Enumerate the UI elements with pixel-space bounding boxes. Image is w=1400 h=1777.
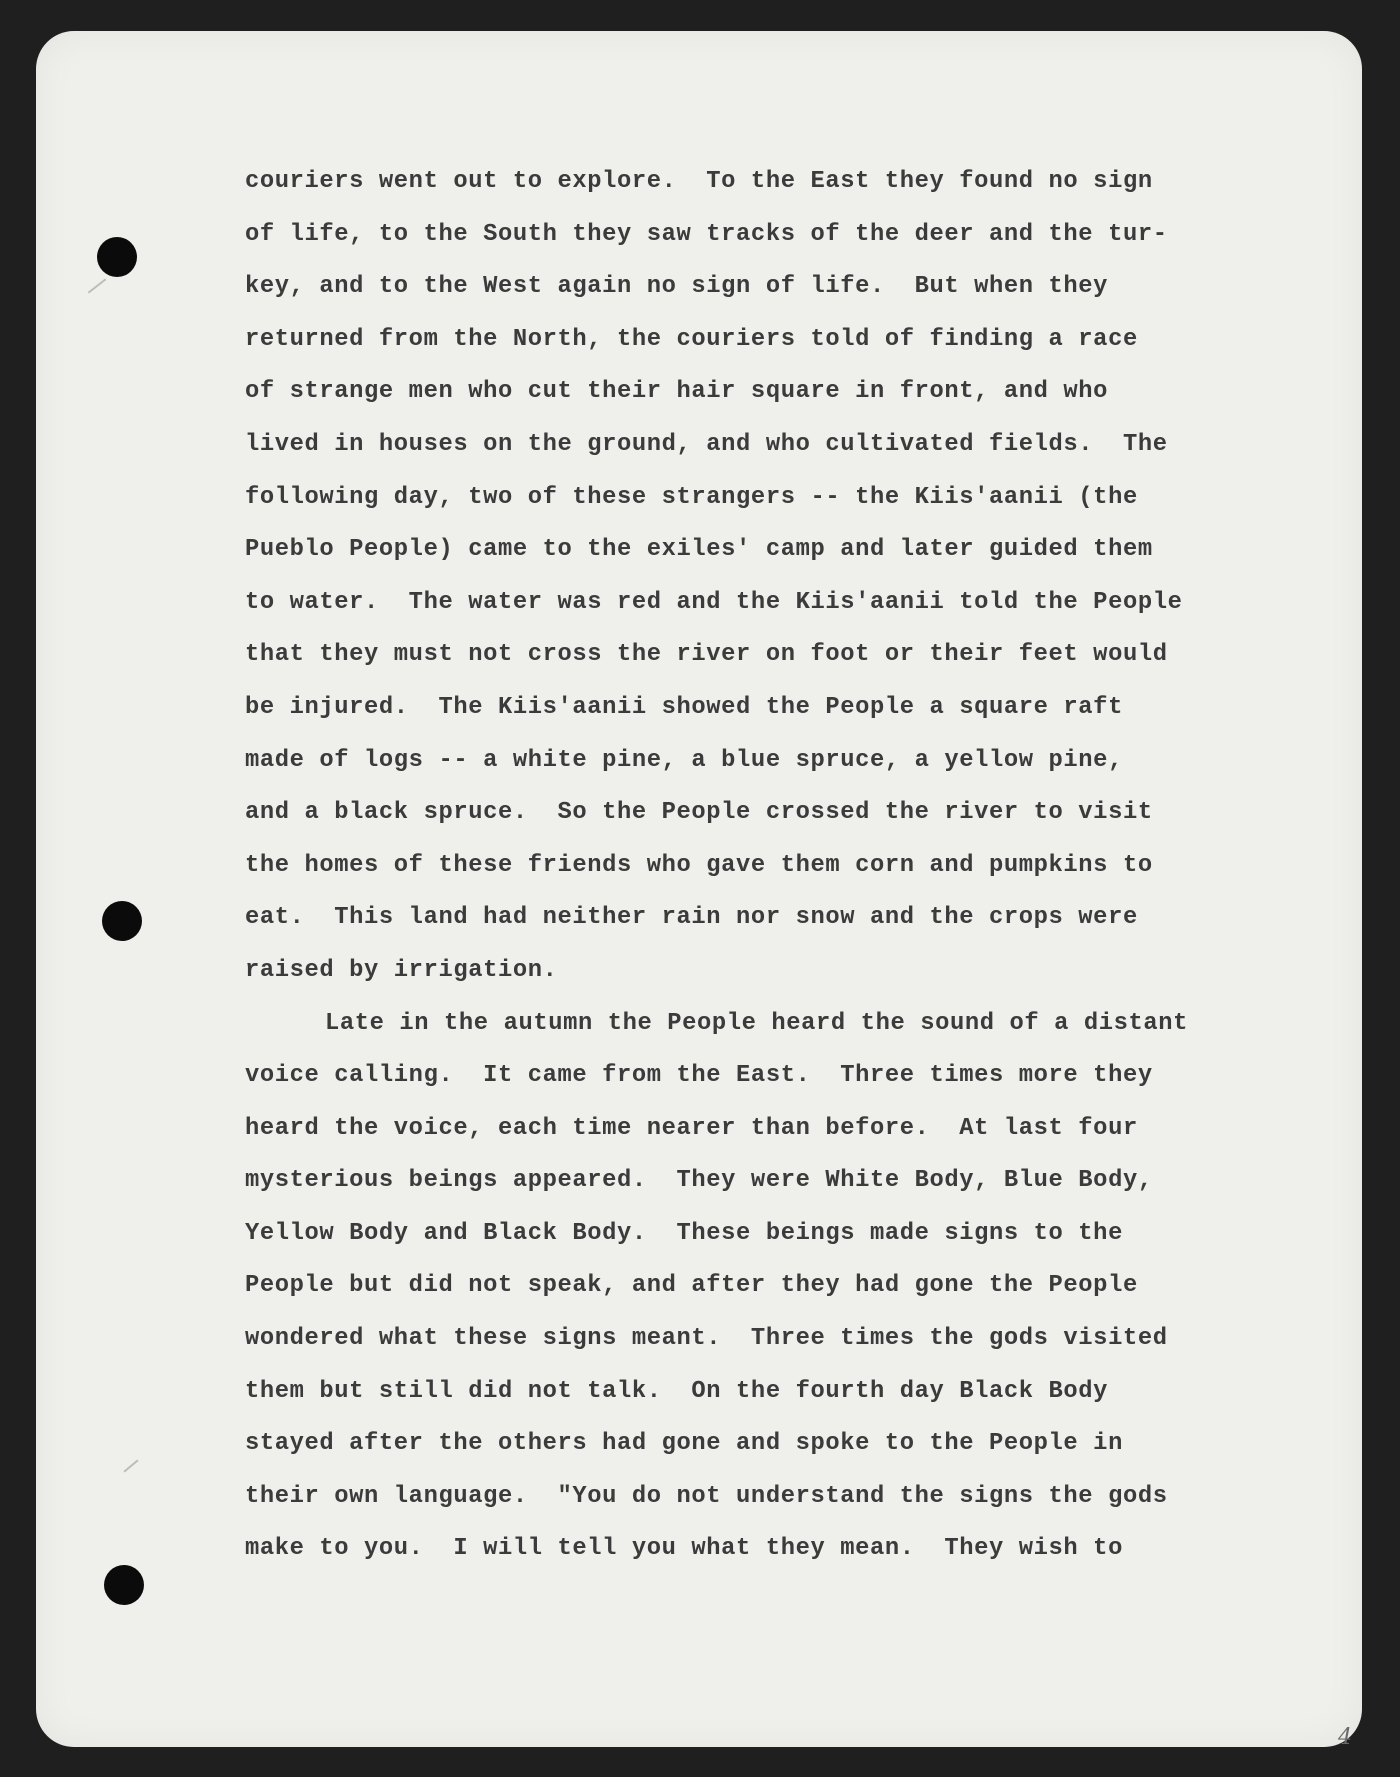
text-line: heard the voice, each time nearer than before. At last four — [245, 1114, 1138, 1142]
text-line: be injured. The Kiis'aanii showed the People a square raft — [245, 693, 1123, 721]
text-line: made of logs -- a white pine, a blue spruce, a yellow pine, — [245, 746, 1123, 774]
text-line: lived in houses on the ground, and who cultivated fields. The — [245, 430, 1168, 458]
text-line: the homes of these friends who gave them corn and pumpkins to — [245, 851, 1153, 879]
text-line: raised by irrigation. — [245, 956, 558, 984]
text-line: eat. This land had neither rain nor snow and the crops were — [245, 904, 1138, 932]
page-body-text — [245, 156, 1255, 1576]
text-line: their own language. "You do not understand the signs the gods — [245, 1482, 1168, 1510]
text-line: Pueblo People) came to the exiles' camp and later guided them — [245, 536, 1153, 564]
text-line: to water. The water was red and the Kiis'aanii told the People — [245, 588, 1183, 616]
text-line: of life, to the South they saw tracks of the deer and the tur- — [245, 220, 1168, 248]
text-line: Yellow Body and Black Body. These beings made signs to the — [245, 1219, 1123, 1247]
text-line: couriers went out to explore. To the East they found no sign — [245, 168, 1153, 195]
text-line: People but did not speak, and after they had gone the People — [245, 1272, 1138, 1300]
text-line: mysterious beings appeared. They were White Body, Blue Body, — [245, 1167, 1153, 1195]
text-line: that they must not cross the river on foot or their feet would — [245, 641, 1168, 669]
text-line: voice calling. It came from the East. Three times more they — [245, 1062, 1153, 1090]
text-line: wondered what these signs meant. Three times the gods visited — [245, 1325, 1168, 1353]
text-line: stayed after the others had gone and spoke to the People in — [245, 1430, 1123, 1458]
text-line: following day, two of these strangers -- the Kiis'aanii (the — [245, 483, 1138, 511]
text-line: returned from the North, the couriers told of finding a race — [245, 325, 1138, 353]
paper-crease-mark — [123, 1459, 138, 1472]
handwritten-page-number: 4 — [1338, 1725, 1352, 1750]
text-line: them but still did not talk. On the fourth day Black Body — [245, 1377, 1109, 1405]
paper-crease-mark — [88, 278, 107, 293]
text-line: make to you. I will tell you what they mean. They wish to — [245, 1535, 1123, 1563]
text-line: Late in the autumn the People heard the sound of a distant — [325, 1009, 1189, 1037]
text-line: and a black spruce. So the People crossed the river to visit — [245, 799, 1153, 827]
binder-punch-hole — [97, 237, 137, 277]
binder-punch-hole — [104, 1565, 144, 1605]
text-line: of strange men who cut their hair square in front, and who — [245, 378, 1109, 406]
binder-punch-hole — [102, 901, 142, 941]
text-line: key, and to the West again no sign of life. But when they — [245, 273, 1109, 301]
